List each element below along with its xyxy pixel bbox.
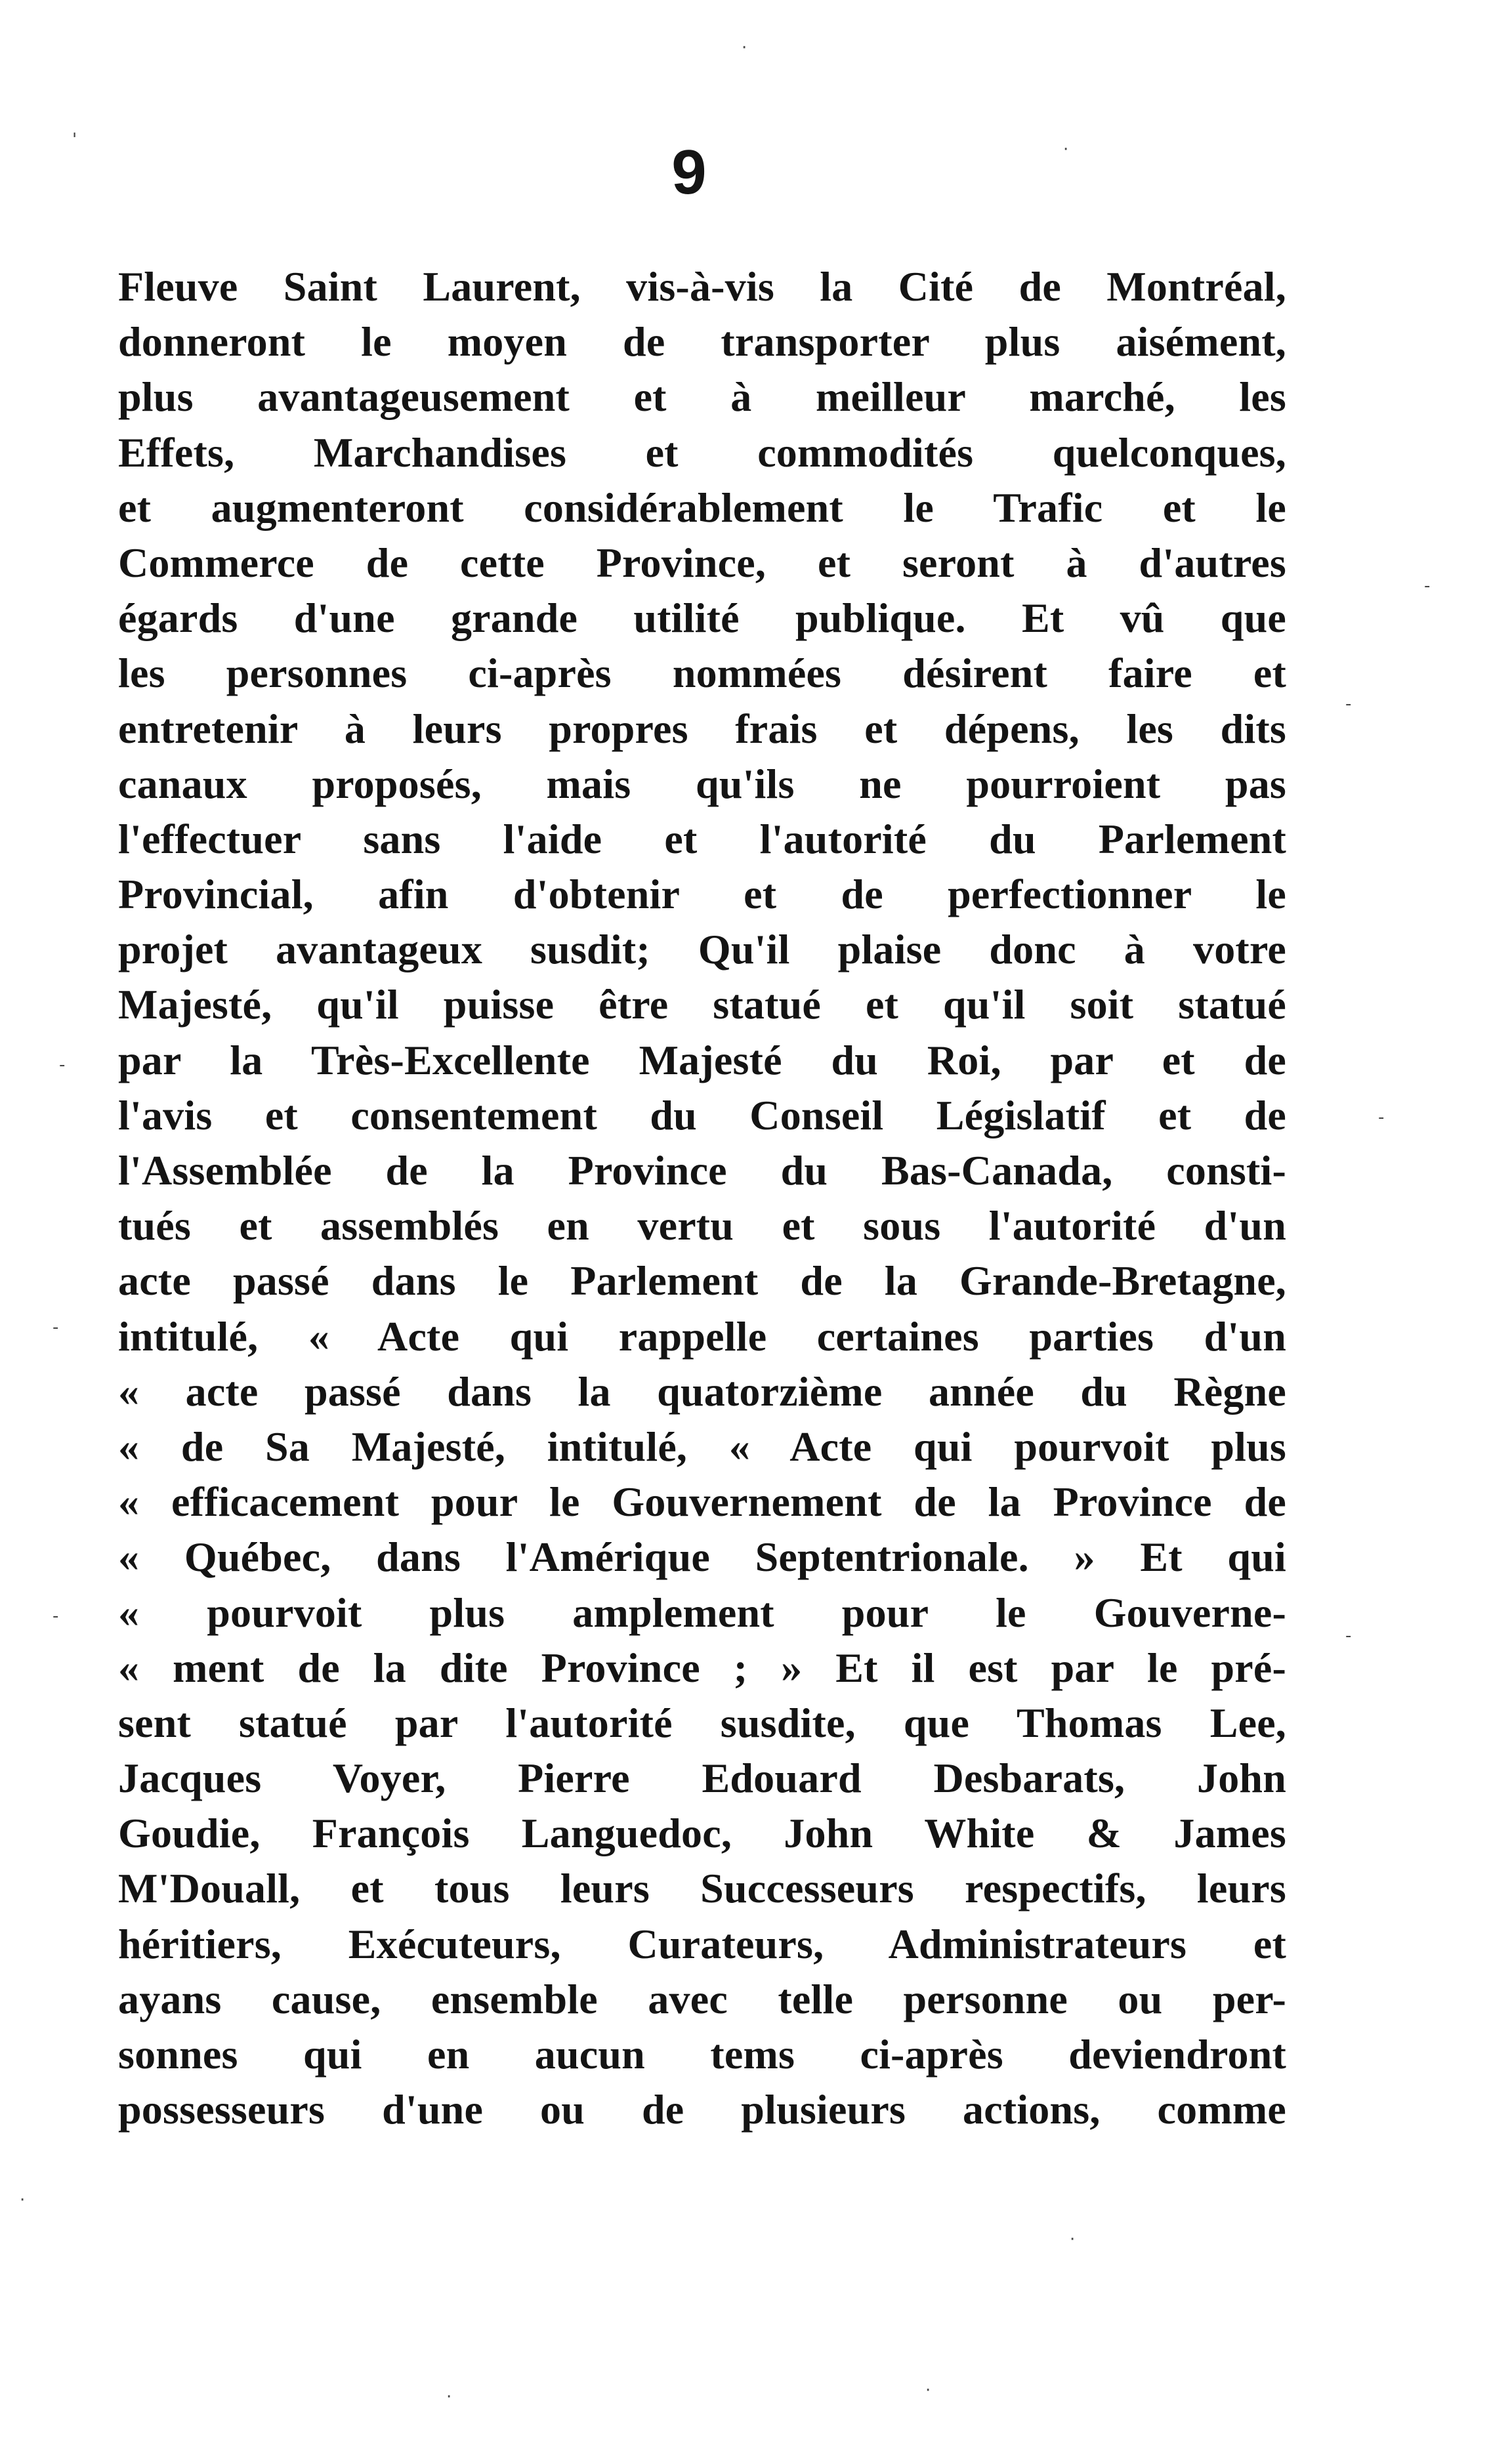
text-line: Goudie, François Languedoc, John White & James — [118, 1810, 1286, 1857]
body-text — [118, 259, 1286, 2137]
scan-speck: - — [52, 1318, 59, 1337]
text-line: Majesté, qu'il puisse être statué et qu'il soit statué — [118, 981, 1286, 1028]
text-line: héritiers, Exécuteurs, Curateurs, Administrateurs et — [118, 1920, 1286, 1967]
scan-speck: · — [742, 38, 747, 58]
text-line: Effets, Marchandises et commodités quelconques, — [118, 428, 1286, 476]
text-line: donneront le moyen de transporter plus aisément, — [118, 318, 1286, 365]
text-line: tués et assemblés en vertu et sous l'autorité d'un — [118, 1202, 1286, 1249]
scan-speck: · — [1070, 2230, 1076, 2249]
text-line: « pourvoit plus amplement pour le Gouverne- — [118, 1589, 1286, 1636]
text-line: égards d'une grande utilité publique. Et vû que — [118, 595, 1286, 642]
text-line: et augmenteront considérablement le Trafic et le — [118, 484, 1286, 531]
text-line: « de Sa Majesté, intitulé, « Acte qui pourvoit plus — [118, 1423, 1286, 1470]
text-line: entretenir à leurs propres frais et dépens, les dits — [118, 705, 1286, 752]
scan-speck: - — [1378, 1108, 1385, 1127]
text-line: « efficacement pour le Gouvernement de la Province de — [118, 1478, 1286, 1526]
scan-speck: - — [1345, 694, 1352, 714]
text-line: projet avantageux susdit; Qu'il plaise donc à votre — [118, 926, 1286, 973]
scan-speck: · — [20, 2190, 26, 2210]
text-line: les personnes ci-après nommées désirent faire et — [118, 650, 1286, 697]
scan-speck: · — [925, 2381, 931, 2400]
text-line: M'Douall, et tous leurs Successeurs respectifs, leurs — [118, 1865, 1286, 1912]
text-line: par la Très-Excellente Majesté du Roi, par et de — [118, 1036, 1286, 1083]
text-line: sonnes qui en aucun tems ci-après deviendront — [118, 2031, 1286, 2078]
scan-speck: ' — [72, 130, 77, 150]
text-line: l'avis et consentement du Conseil Législatif et de — [118, 1091, 1286, 1138]
text-line: Provincial, afin d'obtenir et de perfectionner le — [118, 871, 1286, 918]
page-number: 9 — [671, 137, 707, 207]
text-line: possesseurs d'une ou de plusieurs actions, comme — [118, 2086, 1286, 2133]
scan-speck: · — [1063, 140, 1069, 159]
scan-speck: - — [52, 1606, 59, 1626]
text-line: « acte passé dans la quatorzième année du Règne — [118, 1368, 1286, 1415]
text-line: intitulé, « Acte qui rappelle certaines parties d'un — [118, 1312, 1286, 1360]
scan-speck: - — [1345, 1626, 1352, 1646]
text-line: ayans cause, ensemble avec telle personne ou per- — [118, 1975, 1286, 2022]
text-line: l'Assemblée de la Province du Bas-Canada, consti- — [118, 1147, 1286, 1194]
text-line: Jacques Voyer, Pierre Edouard Desbarats, John — [118, 1755, 1286, 1802]
scan-speck: - — [1424, 576, 1431, 596]
text-line: sent statué par l'autorité susdite, que Thomas Lee, — [118, 1699, 1286, 1746]
text-line: Fleuve Saint Laurent, vis-à-vis la Cité de Montréal, — [118, 263, 1286, 310]
text-line: l'effectuer sans l'aide et l'autorité du Parlement — [118, 815, 1286, 862]
text-line: « Québec, dans l'Amérique Septentrionale. » Et qui — [118, 1534, 1286, 1581]
text-line: plus avantageusement et à meilleur marché, les — [118, 373, 1286, 421]
text-line: Commerce de cette Province, et seront à d'autres — [118, 539, 1286, 586]
scan-speck: - — [59, 1055, 66, 1075]
text-line: acte passé dans le Parlement de la Grande-Bretagne, — [118, 1257, 1286, 1305]
text-line: « ment de la dite Province ; » Et il est par le pré- — [118, 1644, 1286, 1691]
scan-speck: · — [446, 2387, 452, 2407]
text-line: canaux proposés, mais qu'ils ne pourroient pas — [118, 760, 1286, 807]
